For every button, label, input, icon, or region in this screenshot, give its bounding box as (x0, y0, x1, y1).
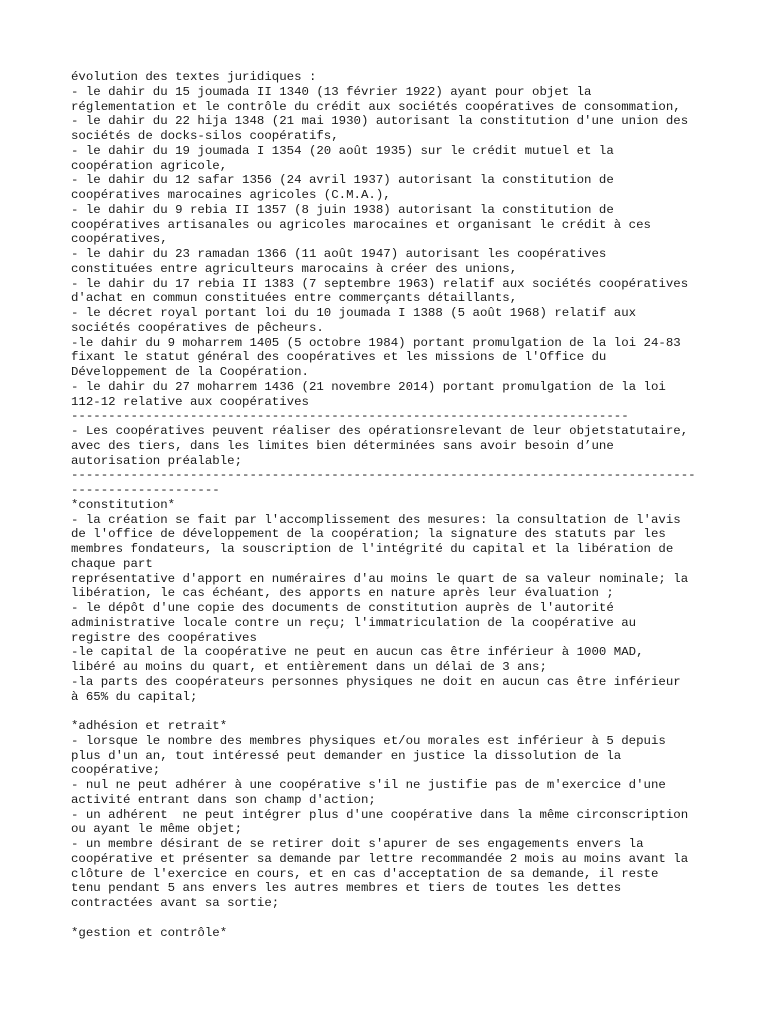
text-line: - la création se fait par l'accomplissement des mesures: la consultation de l'avis (71, 512, 681, 527)
text-line: représentative d'apport en numéraires d'au moins le quart de sa valeur nominale; la (71, 571, 689, 586)
text-line: 112-12 relative aux coopératives (71, 394, 309, 409)
text-line: - un adhérent ne peut intégrer plus d'une coopérative dans la même circonscription (71, 807, 689, 822)
text-line: libéré au moins du quart, et entièrement dans un délai de 3 ans; (71, 660, 547, 674)
text-line: de l'office de développement de la coopération; la signature des statuts par les (71, 527, 666, 542)
text-line: - le dahir du 22 hija 1348 (21 mai 1930) autorisant la constitution d'une union des (71, 114, 689, 129)
text-line: plus d'un an, tout intéressé peut demander en justice la dissolution de la (71, 748, 622, 763)
text-line: coopérative; (71, 763, 161, 778)
text-line: - le dahir du 12 safar 1356 (24 avril 1937) autorisant la constitution de (71, 173, 614, 188)
text-line: -le dahir du 9 moharrem 1405 (5 octobre 1984) portant promulgation de la loi 24-83 (71, 335, 681, 350)
text-line: -le capital de la coopérative ne peut en aucun cas être inférieur à 1000 MAD, (71, 645, 644, 660)
text-line: registre des coopératives (71, 630, 257, 645)
text-line: autorisation préalable; (71, 453, 243, 468)
text-line: coopérative et présenter sa demande par lettre recommandée 2 mois au moins avant la (71, 851, 689, 866)
text-line: - le dahir du 27 moharrem 1436 (21 novembre 2014) portant promulgation de la loi (71, 379, 666, 394)
text-line: d'achat en commun constituées entre commerçants détaillants, (71, 291, 518, 306)
text-line: - le décret royal portant loi du 10 joumada I 1388 (5 août 1968) relatif aux (71, 306, 637, 320)
text-line (71, 704, 701, 719)
text-line: *constitution* (71, 497, 176, 512)
text-line: *adhésion et retrait* (71, 719, 228, 733)
text-line: ou ayant le même objet; (71, 822, 243, 837)
text-line: coopératives, (71, 232, 168, 247)
text-line: --------------------------------------------------------------------------- (71, 409, 629, 424)
text-line: activité entrant dans son champ d'action; (71, 792, 376, 807)
text-line: - le dahir du 9 rebia II 1357 (8 juin 1938) autorisant la constitution de (71, 202, 614, 217)
text-line: - le dahir du 19 joumada I 1354 (20 août 1935) sur le crédit mutuel et la (71, 143, 614, 158)
text-line: constituées entre agriculteurs marocains à créer des unions, (71, 261, 518, 276)
text-line: avec des tiers, dans les limites bien déterminées sans avoir besoin d’une (71, 438, 614, 453)
text-line: fixant le statut général des coopératives et les missions de l'Office du (71, 350, 607, 365)
text-line: - le dahir du 17 rebia II 1383 (7 septembre 1963) relatif aux sociétés coopératives (71, 276, 689, 291)
text-line: coopératives marocaines agricoles (C.M.A.), (71, 188, 391, 202)
text-line: évolution des textes juridiques : (71, 70, 317, 84)
text-line: - le dahir du 15 joumada II 1340 (13 février 1922) ayant pour objet la (71, 84, 592, 99)
text-line: contractées avant sa sortie; (71, 896, 280, 910)
text-line: sociétés coopératives de pêcheurs. (71, 320, 324, 335)
text-line: clôture de l'exercice en cours, et en cas d'acceptation de sa demande, il reste (71, 866, 659, 881)
text-line: tenu pendant 5 ans envers les autres membres et tiers de toutes les dettes (71, 881, 622, 896)
text-line: Développement de la Coopération. (71, 365, 309, 379)
text-line: ------------------------------------------------------------------------------------ (71, 468, 696, 483)
text-line: *gestion et contrôle* (71, 925, 228, 940)
text-line: - le dépôt d'une copie des documents de constitution auprès de l'autorité (71, 601, 614, 615)
text-line: réglementation et le contrôle du crédit aux sociétés coopératives de consommation, (71, 99, 681, 114)
text-line: - Les coopératives peuvent réaliser des opérationsrelevant de leur objetstatutaire, (71, 424, 689, 438)
text-line (71, 911, 701, 926)
text-line: libération, le cas échéant, des apports en nature après leur évaluation ; (71, 586, 614, 601)
text-line: coopératives artisanales ou agricoles marocaines et organisant le crédit à ces (71, 217, 651, 232)
text-line: chaque part (71, 556, 153, 571)
text-line: à 65% du capital; (71, 689, 198, 704)
text-line: administrative locale contre un reçu; l'immatriculation de la coopérative au (71, 615, 637, 630)
text-line: coopération agricole, (71, 158, 228, 173)
document-body (71, 70, 701, 940)
text-line: - le dahir du 23 ramadan 1366 (11 août 1947) autorisant les coopératives (71, 247, 607, 261)
text-line: membres fondateurs, la souscription de l'intégrité du capital et la libération de (71, 542, 674, 556)
text-line: - un membre désirant de se retirer doit s'apurer de ses engagements envers la (71, 837, 644, 851)
text-line: - lorsque le nombre des membres physiques et/ou morales est inférieur à 5 depuis (71, 733, 666, 748)
text-line: -------------------- (71, 483, 220, 497)
text-line: sociétés de docks-silos coopératifs, (71, 129, 339, 143)
text-line: - nul ne peut adhérer à une coopérative s'il ne justifie pas de m'exercice d'une (71, 778, 666, 792)
text-line: -la parts des coopérateurs personnes physiques ne doit en aucun cas être inférieur (71, 674, 681, 689)
